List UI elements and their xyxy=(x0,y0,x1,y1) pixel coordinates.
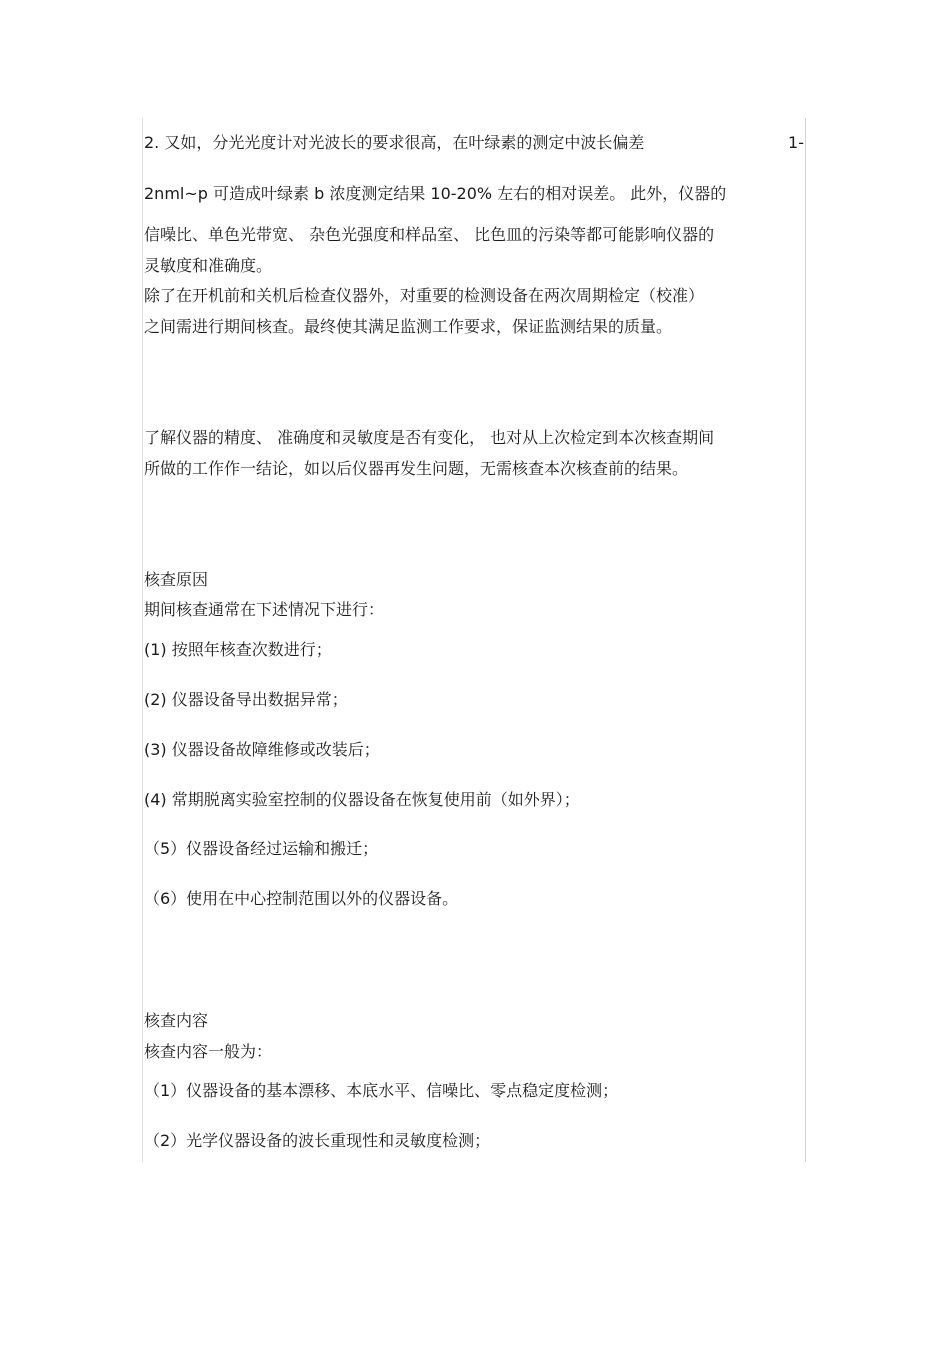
content-item: （2）光学仪器设备的波长重现性和灵敏度检测； xyxy=(144,1131,491,1150)
section-reason-intro: 期间核查通常在下述情况下进行： xyxy=(144,600,385,619)
paragraph3-line1: 了解仪器的精度、 准确度和灵敏度是否有变化， 也对从上次检定到本次核查期间 xyxy=(144,428,715,447)
paragraph3-line2: 所做的工作作一结论，如以后仪器再发生问题，无需核查本次核查前的结果。 xyxy=(144,459,689,478)
paragraph2-line1: 除了在开机前和关机后检查仪器外，对重要的检测设备在两次周期检定（校准） xyxy=(144,286,705,305)
content-item: （1）仪器设备的基本漂移、本底水平、信噪比、零点稳定度检测； xyxy=(144,1081,619,1100)
reason-item: （5）仪器设备经过运输和搬迁； xyxy=(144,839,379,858)
reason-item: (1) 按照年核查次数进行； xyxy=(144,640,332,659)
section-content-intro: 核查内容一般为： xyxy=(144,1042,273,1061)
paragraph1-line2: 2nml~p 可造成叶绿素 b 浓度测定结果 10-20% 左右的相对误差。 此外，仪器的 xyxy=(144,184,727,203)
section-content-heading: 核查内容 xyxy=(144,1011,209,1030)
section-reason-heading: 核查原因 xyxy=(144,570,209,589)
paragraph1-line4: 灵敏度和准确度。 xyxy=(144,256,273,275)
paragraph1-line1-end: 1- xyxy=(788,133,804,152)
reason-item: (3) 仪器设备故障维修或改装后； xyxy=(144,740,380,759)
paragraph2-line2: 之间需进行期间核查。最终使其满足监测工作要求，保证监测结果的质量。 xyxy=(144,317,673,336)
paragraph1-line1: 2. 又如，分光光度计对光波长的要求很高，在叶绿素的测定中波长偏差 xyxy=(144,133,645,152)
reason-item: (2) 仪器设备导出数据异常； xyxy=(144,690,348,709)
reason-item: (4) 常期脱离实验室控制的仪器设备在恢复使用前（如外界）； xyxy=(144,790,580,809)
reason-item: （6）使用在中心控制范围以外的仪器设备。 xyxy=(144,889,459,908)
paragraph1-line3: 信噪比、单色光带宽、 杂色光强度和样品室、 比色皿的污染等都可能影响仪器的 xyxy=(144,225,715,244)
